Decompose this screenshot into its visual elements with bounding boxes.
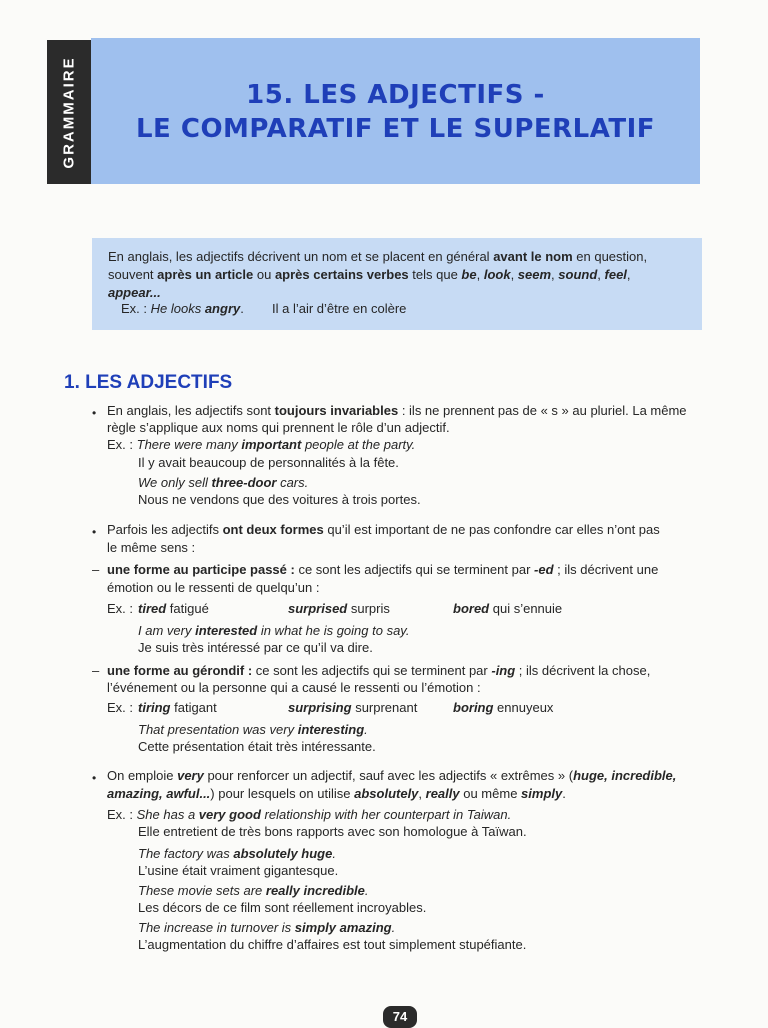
dash-marker: – xyxy=(92,562,100,577)
bullet3-example-3: These movie sets are really incredible. xyxy=(138,883,369,898)
dash1-sentence-translation: Je suis très intéressé par ce qu’il va dire. xyxy=(138,640,373,655)
intro-example-translation: Il a l’air d’être en colère xyxy=(272,301,407,316)
bullet1-line-1: En anglais, les adjectifs sont toujours invariables : ils ne prennent pas de « s » au pluriel. La même xyxy=(107,403,687,418)
section-tab xyxy=(47,40,91,184)
bullet2-line-2: le même sens : xyxy=(107,540,196,555)
section-title: 1. LES ADJECTIFS xyxy=(64,372,233,393)
section-tab-label: GRAMMAIRE xyxy=(60,55,78,169)
dash1-word-2: surprised surpris xyxy=(288,601,390,616)
dash2-sentence-translation: Cette présentation était très intéressante. xyxy=(138,739,376,754)
bullet1-line-2: règle s’applique aux noms qui prennent le rôle d’un adjectif. xyxy=(107,420,450,435)
dash1-word-1: tired fatigué xyxy=(138,601,209,616)
bullet3-example-4-translation: L’augmentation du chiffre d’affaires est tout simplement stupéfiante. xyxy=(138,937,527,952)
dash2-line-1: une forme au gérondif : ce sont les adjectifs qui se terminent par -ing ; ils décrivent la chose, xyxy=(107,663,651,678)
bullet3-example-1: Ex. : She has a very good relationship with her counterpart in Taiwan. xyxy=(107,807,512,822)
page-title-line-2: LE COMPARATIF ET LE SUPERLATIF xyxy=(135,114,656,144)
bullet3-example-4: The increase in turnover is simply amazing. xyxy=(138,920,396,935)
dash2-word-3: boring ennuyeux xyxy=(453,700,554,715)
bullet3-example-2-translation: L’usine était vraiment gigantesque. xyxy=(138,863,339,878)
dash2-word-1: tiring fatigant xyxy=(138,700,217,715)
dash1-line-2: émotion ou le ressenti de quelqu’un : xyxy=(107,580,320,595)
bullet1-example-1-translation: Il y avait beaucoup de personnalités à la fête. xyxy=(138,455,399,470)
bullet-marker: • xyxy=(92,771,97,785)
dash2-example-label: Ex. : xyxy=(107,700,134,715)
bullet3-line-1: On emploie very pour renforcer un adjectif, sauf avec les adjectifs « extrêmes » (huge, incredible, xyxy=(107,768,677,783)
title-band xyxy=(91,38,700,184)
bullet-marker: • xyxy=(92,525,97,539)
dash1-line-1: une forme au participe passé : ce sont les adjectifs qui se terminent par -ed ; ils décrivent une xyxy=(107,562,659,577)
dash2-sentence: That presentation was very interesting. xyxy=(138,722,368,737)
bullet1-example-2-translation: Nous ne vendons que des voitures à trois portes. xyxy=(138,492,421,507)
dash-marker: – xyxy=(92,663,100,678)
dash2-word-2: surprising surprenant xyxy=(288,700,418,715)
dash1-word-3: bored qui s’ennuie xyxy=(453,601,563,616)
intro-example: Ex. : He looks angry. xyxy=(121,301,244,316)
bullet-marker: • xyxy=(92,406,97,420)
bullet3-example-3-translation: Les décors de ce film sont réellement incroyables. xyxy=(138,900,427,915)
intro-line-3: appear... xyxy=(108,285,161,300)
page-number: 74 xyxy=(383,1006,417,1028)
bullet1-example-1: Ex. : There were many important people at the party. xyxy=(107,437,416,452)
dash1-sentence: I am very interested in what he is going to say. xyxy=(138,623,410,638)
bullet3-example-1-translation: Elle entretient de très bons rapports avec son homologue à Taïwan. xyxy=(138,824,527,839)
bullet2-line-1: Parfois les adjectifs ont deux formes qu’il est important de ne pas confondre car elles n’ont pas xyxy=(107,522,660,537)
dash1-example-label: Ex. : xyxy=(107,601,134,616)
dash2-line-2: l’événement ou la personne qui a causé le ressenti ou l’émotion : xyxy=(107,680,481,695)
page-title-line-1: 15. LES ADJECTIFS - xyxy=(246,80,545,110)
bullet3-example-2: The factory was absolutely huge. xyxy=(138,846,336,861)
bullet3-line-2: amazing, awful...) pour lesquels on utilise absolutely, really ou même simply. xyxy=(107,786,566,801)
bullet1-example-2: We only sell three-door cars. xyxy=(138,475,309,490)
intro-line-2: souvent après un article ou après certains verbes tels que be, look, seem, sound, feel, xyxy=(108,267,631,282)
intro-line-1: En anglais, les adjectifs décrivent un nom et se placent en général avant le nom en question, xyxy=(108,249,648,264)
